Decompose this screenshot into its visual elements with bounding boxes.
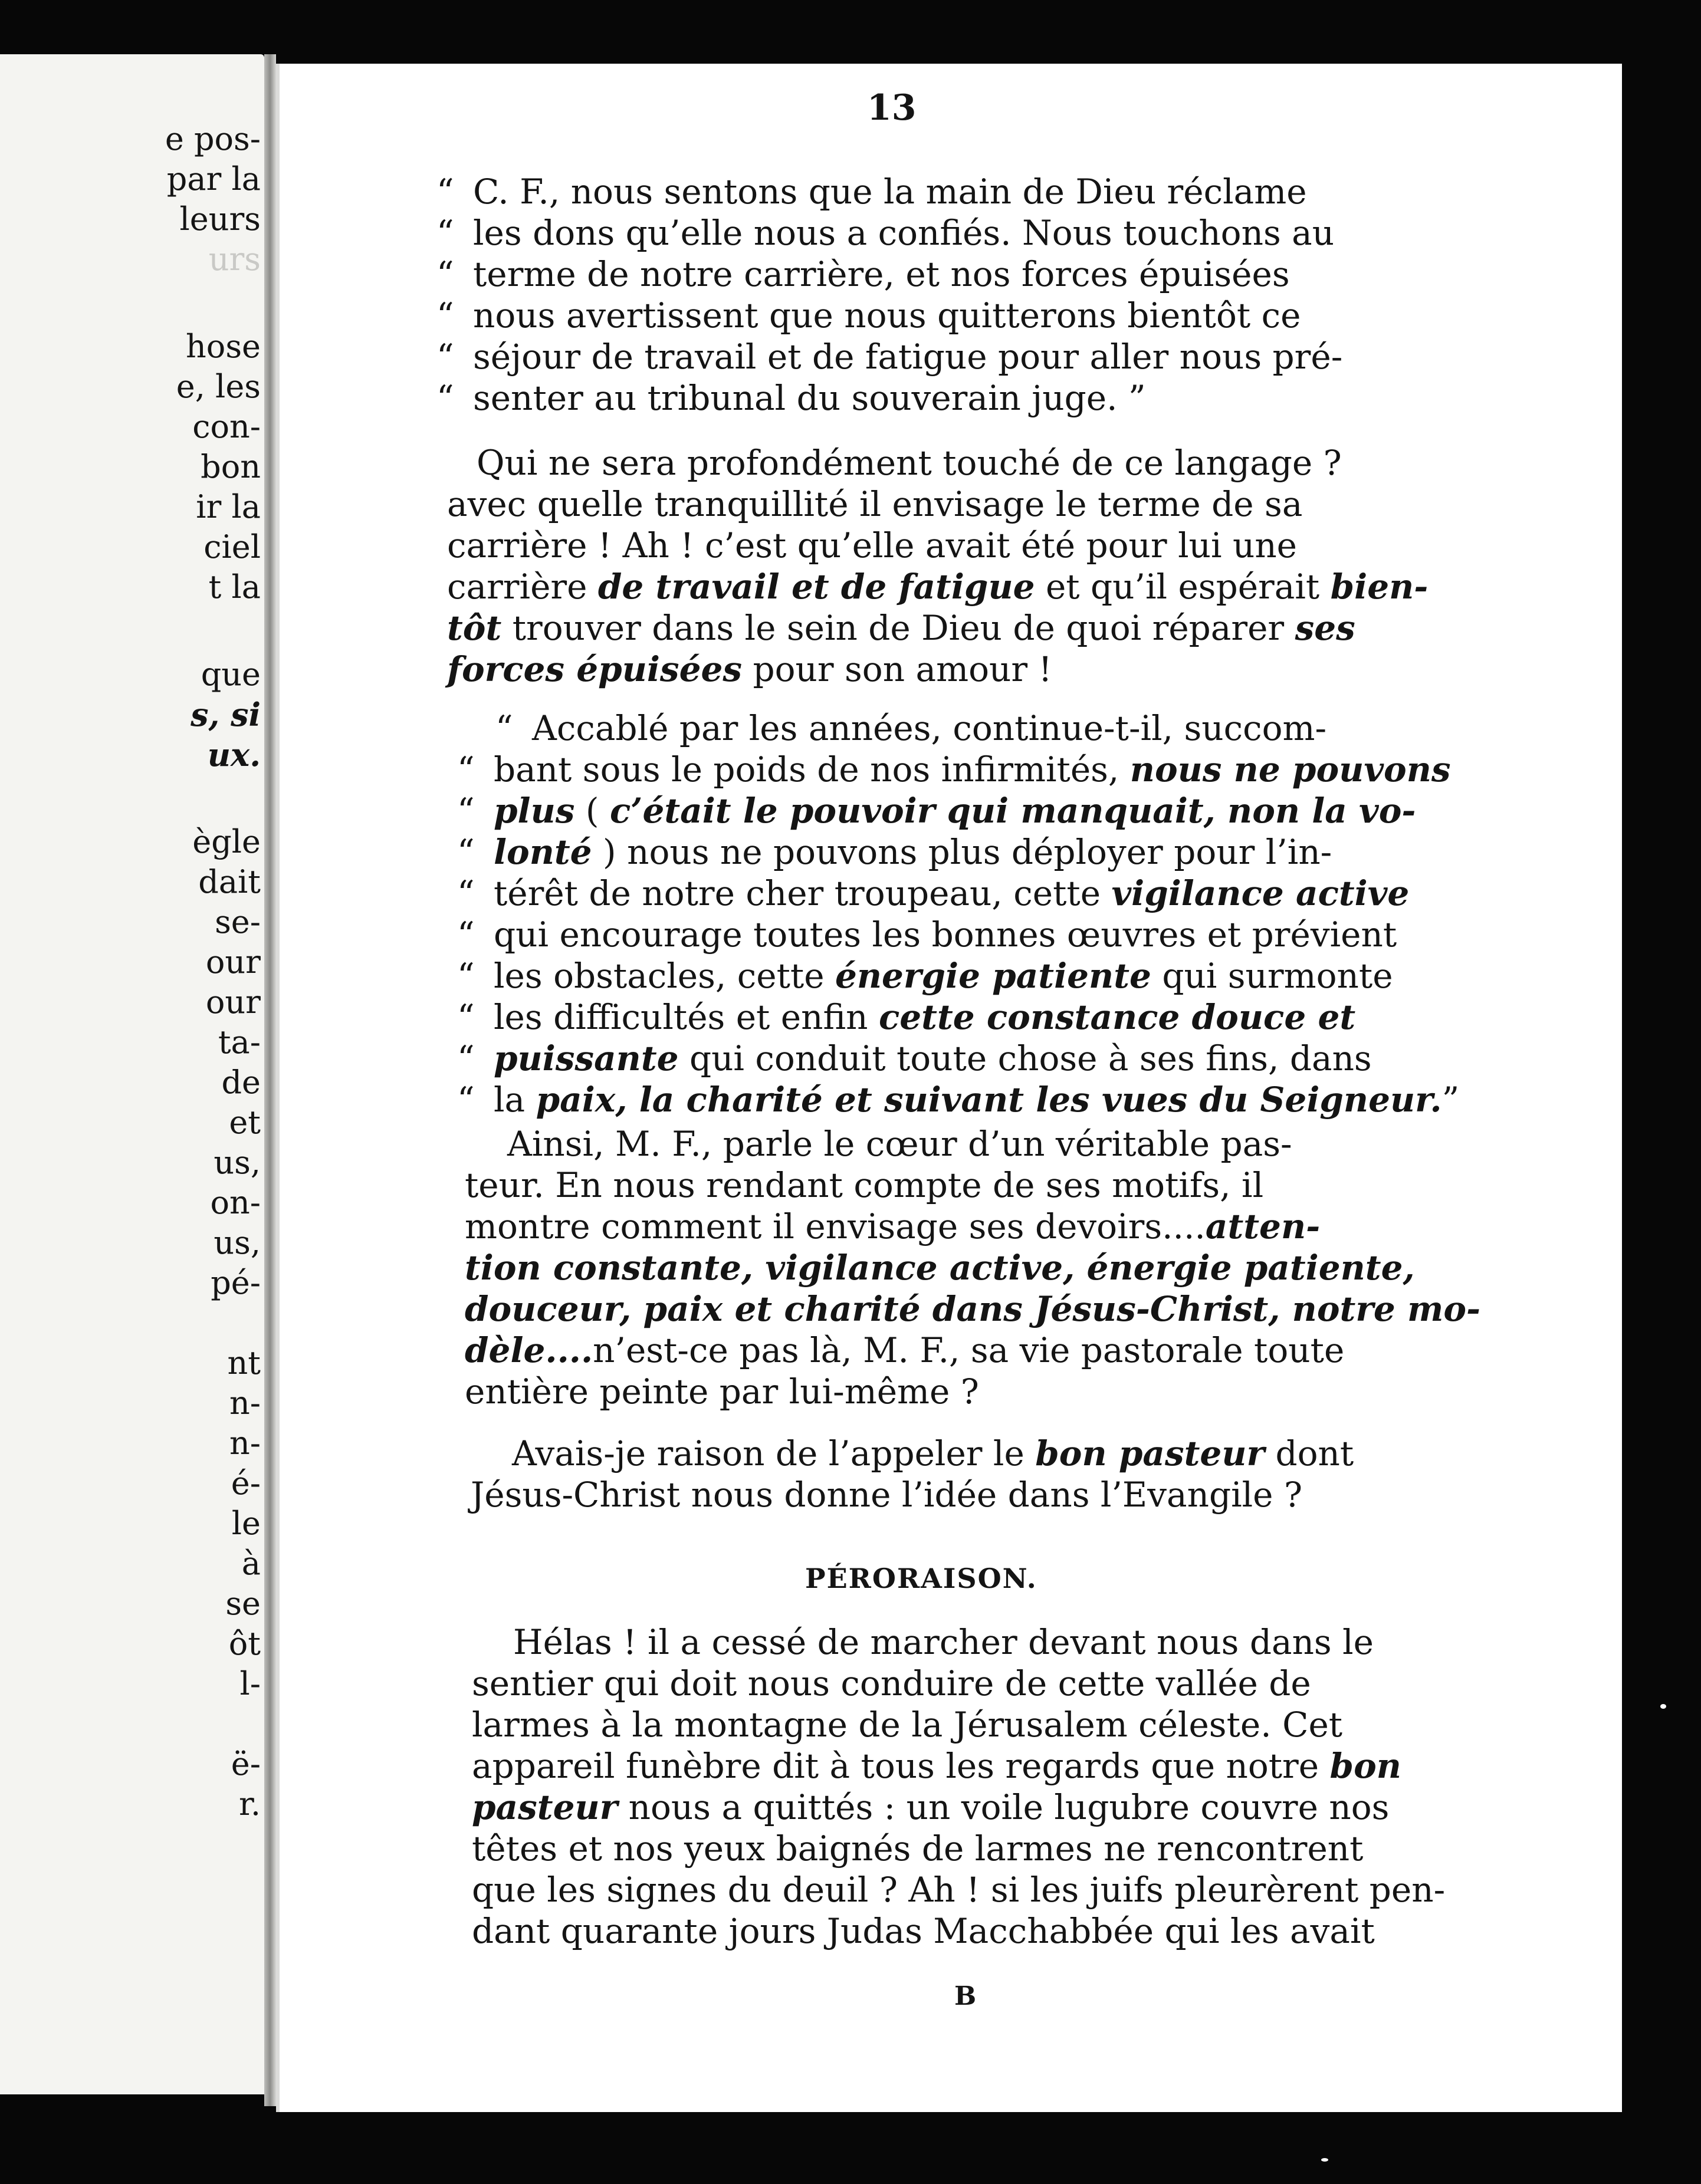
left-page-fragment: ôt xyxy=(228,1625,261,1662)
text-line: “ C. F., nous sentons que la main de Dieu réclame xyxy=(436,172,1307,212)
left-page-fragment: t la xyxy=(208,568,261,606)
left-page-fragment: our xyxy=(205,943,261,981)
left-page-fragment: us, xyxy=(214,1224,261,1261)
left-page-fragment: ë- xyxy=(231,1745,261,1782)
section-heading: PÉRORAISON. xyxy=(805,1563,1037,1594)
left-page-fragment: s, si xyxy=(191,696,261,734)
text-line: teur. En nous rendant compte de ses motifs, il xyxy=(465,1165,1264,1205)
left-page-fragment: pé- xyxy=(211,1264,261,1301)
text-line: avec quelle tranquillité il envisage le terme de sa xyxy=(447,484,1303,524)
text-line: tôt trouver dans le sein de Dieu de quoi réparer ses xyxy=(447,608,1355,648)
text-line: forces épuisées pour son amour ! xyxy=(447,649,1052,689)
text-line: “ lonté ) nous ne pouvons plus déployer pour l’in- xyxy=(457,832,1332,872)
left-page-fragment: ta- xyxy=(218,1024,261,1061)
left-page-fragment: on- xyxy=(210,1184,261,1221)
left-page-fragment: à xyxy=(241,1545,261,1582)
text-line: “ les difficultés et enfin cette constance douce et xyxy=(457,997,1356,1037)
text-line: “ qui encourage toutes les bonnes œuvres et prévient xyxy=(457,915,1397,955)
left-page-fragment: n- xyxy=(229,1384,261,1422)
left-page-fragment: r. xyxy=(238,1785,261,1823)
signature-mark: B xyxy=(954,1981,977,2011)
left-page-fragment: urs xyxy=(208,241,261,278)
text-line: Ainsi, M. F., parle le cœur d’un véritable pas- xyxy=(507,1124,1292,1164)
text-line: Qui ne sera profondément touché de ce langage ? xyxy=(477,443,1342,483)
left-page-fragment: ux. xyxy=(207,736,261,774)
text-line: carrière de travail et de fatigue et qu’il espérait bien- xyxy=(447,567,1429,607)
text-line: “ Accablé par les années, continue-t-il, succom- xyxy=(495,708,1327,748)
left-page-fragment: et xyxy=(229,1104,261,1141)
left-page-fragment: our xyxy=(205,984,261,1021)
left-page-fragment: se xyxy=(225,1585,261,1622)
text-line: Jésus-Christ nous donne l’idée dans l’Evangile ? xyxy=(471,1475,1303,1515)
text-line: “ plus ( c’était le pouvoir qui manquait, non la vo- xyxy=(457,791,1416,831)
left-page-fragment: ir la xyxy=(196,488,261,525)
left-page-fragment: é- xyxy=(231,1465,261,1502)
text-line: “ les dons qu’elle nous a confiés. Nous touchons au xyxy=(436,213,1335,253)
text-line: appareil funèbre dit à tous les regards que notre bon xyxy=(472,1746,1401,1786)
text-line: dant quarante jours Judas Macchabbée qui les avait xyxy=(472,1911,1375,1951)
left-page-fragment: que xyxy=(201,656,261,693)
left-page-fragment: ègle xyxy=(192,823,261,860)
text-line: Avais-je raison de l’appeler le bon pasteur dont xyxy=(512,1433,1354,1473)
left-page-fragment: e pos- xyxy=(165,120,261,157)
left-page-fragment: leurs xyxy=(179,200,261,238)
text-line: carrière ! Ah ! c’est qu’elle avait été pour lui une xyxy=(447,525,1297,565)
text-line: pasteur nous a quittés : un voile lugubre couvre nos xyxy=(472,1787,1390,1827)
speck xyxy=(1321,2158,1328,2162)
left-page-fragment: se- xyxy=(215,903,261,940)
left-page-fragment: nt xyxy=(227,1344,261,1382)
left-page-fragment: le xyxy=(231,1505,261,1542)
text-line: “ terme de notre carrière, et nos forces épuisées xyxy=(436,254,1290,294)
text-line: “ séjour de travail et de fatigue pour aller nous pré- xyxy=(436,337,1343,377)
left-page-fragment: ciel xyxy=(203,528,261,565)
left-page-fragment: dait xyxy=(198,863,261,900)
speck xyxy=(1660,1704,1666,1709)
left-page-fragment: bon xyxy=(201,448,261,485)
text-line: douceur, paix et charité dans Jésus-Christ, notre mo- xyxy=(465,1289,1481,1329)
left-page-fragment: de xyxy=(221,1064,261,1101)
text-line: “ nous avertissent que nous quitterons bientôt ce xyxy=(436,295,1301,336)
text-line: sentier qui doit nous conduire de cette vallée de xyxy=(472,1663,1311,1703)
text-line: “ senter au tribunal du souverain juge. ” xyxy=(436,378,1146,418)
text-line: tion constante, vigilance active, énergie patiente, xyxy=(465,1248,1415,1288)
text-line: montre comment il envisage ses devoirs....atten- xyxy=(465,1206,1321,1246)
text-line: “ les obstacles, cette énergie patiente qui surmonte xyxy=(457,956,1393,996)
left-page-fragment: hose xyxy=(186,328,261,365)
book-spine xyxy=(264,54,276,2106)
left-page-fragment: n- xyxy=(229,1425,261,1462)
text-line: que les signes du deuil ? Ah ! si les juifs pleurèrent pen- xyxy=(472,1870,1446,1910)
text-line: “ térêt de notre cher troupeau, cette vigilance active xyxy=(457,873,1410,913)
left-page-fragment: l- xyxy=(239,1665,261,1702)
text-line: entière peinte par lui-même ? xyxy=(465,1371,979,1412)
left-page-edge xyxy=(0,54,264,2094)
left-page-fragment: e, les xyxy=(176,368,261,405)
text-line: têtes et nos yeux baignés de larmes ne rencontrent xyxy=(472,1828,1364,1869)
left-page-fragment: par la xyxy=(166,160,261,198)
text-line: “ bant sous le poids de nos infirmités, nous ne pouvons xyxy=(457,749,1451,790)
text-line: “ la paix, la charité et suivant les vues du Seigneur.” xyxy=(457,1080,1460,1120)
page-number: 13 xyxy=(867,87,917,129)
text-line: larmes à la montagne de la Jérusalem céleste. Cet xyxy=(472,1705,1343,1745)
text-line: “ puissante qui conduit toute chose à ses fins, dans xyxy=(457,1038,1372,1078)
text-line: Hélas ! il a cessé de marcher devant nous dans le xyxy=(513,1622,1374,1662)
left-page-fragment: us, xyxy=(214,1144,261,1181)
left-page-fragment: con- xyxy=(192,408,261,445)
text-line: dèle....n’est-ce pas là, M. F., sa vie pastorale toute xyxy=(465,1330,1345,1370)
